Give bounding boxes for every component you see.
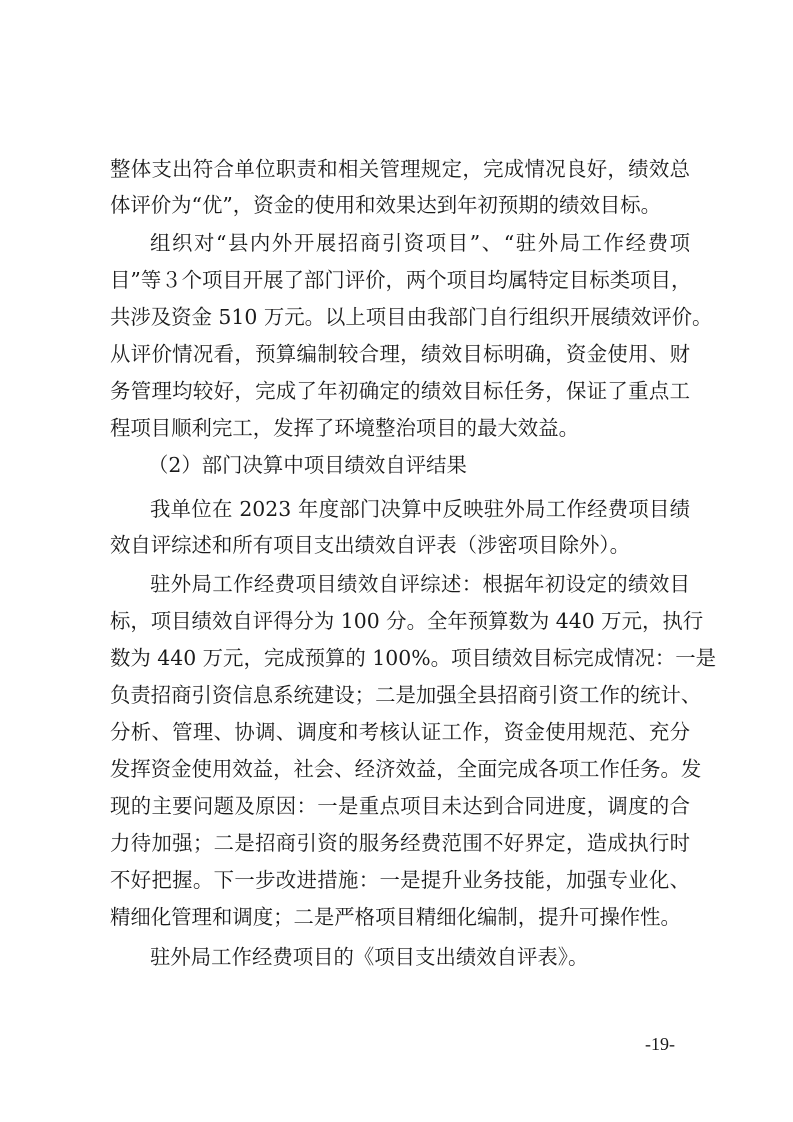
paragraph-line: 标，项目绩效自评得分为 100 分。全年预算数为 440 万元，执行	[110, 609, 704, 633]
paragraph-line: 驻外局工作经费项目的《项目支出绩效自评表》。	[150, 945, 589, 969]
paragraph-line: 分析、管理、协调、调度和考核认证工作，资金使用规范、充分	[110, 720, 690, 744]
paragraph-line: 数为 440 万元，完成预算的 100%。项目绩效目标完成情况：一是	[110, 646, 717, 670]
page-number: -19-	[645, 1034, 675, 1054]
paragraph-line: 驻外局工作经费项目绩效自评综述：根据年初设定的绩效目	[150, 572, 690, 596]
paragraph-line: 体评价为“优”，资金的使用和效果达到年初预期的绩效目标。	[110, 193, 662, 217]
paragraph-line: 力待加强；二是招商引资的服务经费范围不好界定，造成执行时	[110, 831, 690, 855]
paragraph-line: 我单位在 2023 年度部门决算中反映驻外局工作经费项目绩	[150, 497, 690, 521]
paragraph-line: 负责招商引资信息系统建设；二是加强全县招商引资工作的统计、	[110, 683, 702, 707]
paragraph-line: 从评价情况看，预算编制较合理，绩效目标明确，资金使用、财	[110, 342, 690, 366]
paragraph-line: 发挥资金使用效益，社会、经济效益，全面完成各项工作任务。发	[110, 757, 702, 781]
paragraph-line: 效自评综述和所有项目支出绩效自评表（涉密项目除外）。	[110, 533, 630, 557]
paragraph-line: 不好把握。下一步改进措施：一是提升业务技能，加强专业化、	[110, 868, 690, 892]
paragraph-line: 整体支出符合单位职责和相关管理规定，完成情况良好，绩效总	[110, 157, 690, 181]
paragraph-line: 现的主要问题及原因：一是重点项目未达到合同进度，调度的合	[110, 794, 690, 818]
paragraph-line: 组织对“县内外开展招商引资项目”、“驻外局工作经费项	[150, 231, 690, 255]
paragraph-line: 目”等３个项目开展了部门评价，两个项目均属特定目标类项目，	[110, 268, 692, 292]
paragraph-line: 共涉及资金 510 万元。以上项目由我部门自行组织开展绩效评价。	[110, 305, 713, 329]
section-heading: （2）部门决算中项目绩效自评结果	[148, 453, 467, 477]
paragraph-line: 务管理均较好，完成了年初确定的绩效目标任务，保证了重点工	[110, 379, 690, 403]
paragraph-line: 程项目顺利完工，发挥了环境整治项目的最大效益。	[110, 416, 579, 440]
paragraph-line: 精细化管理和调度；二是严格项目精细化编制，提升可操作性。	[110, 905, 681, 929]
